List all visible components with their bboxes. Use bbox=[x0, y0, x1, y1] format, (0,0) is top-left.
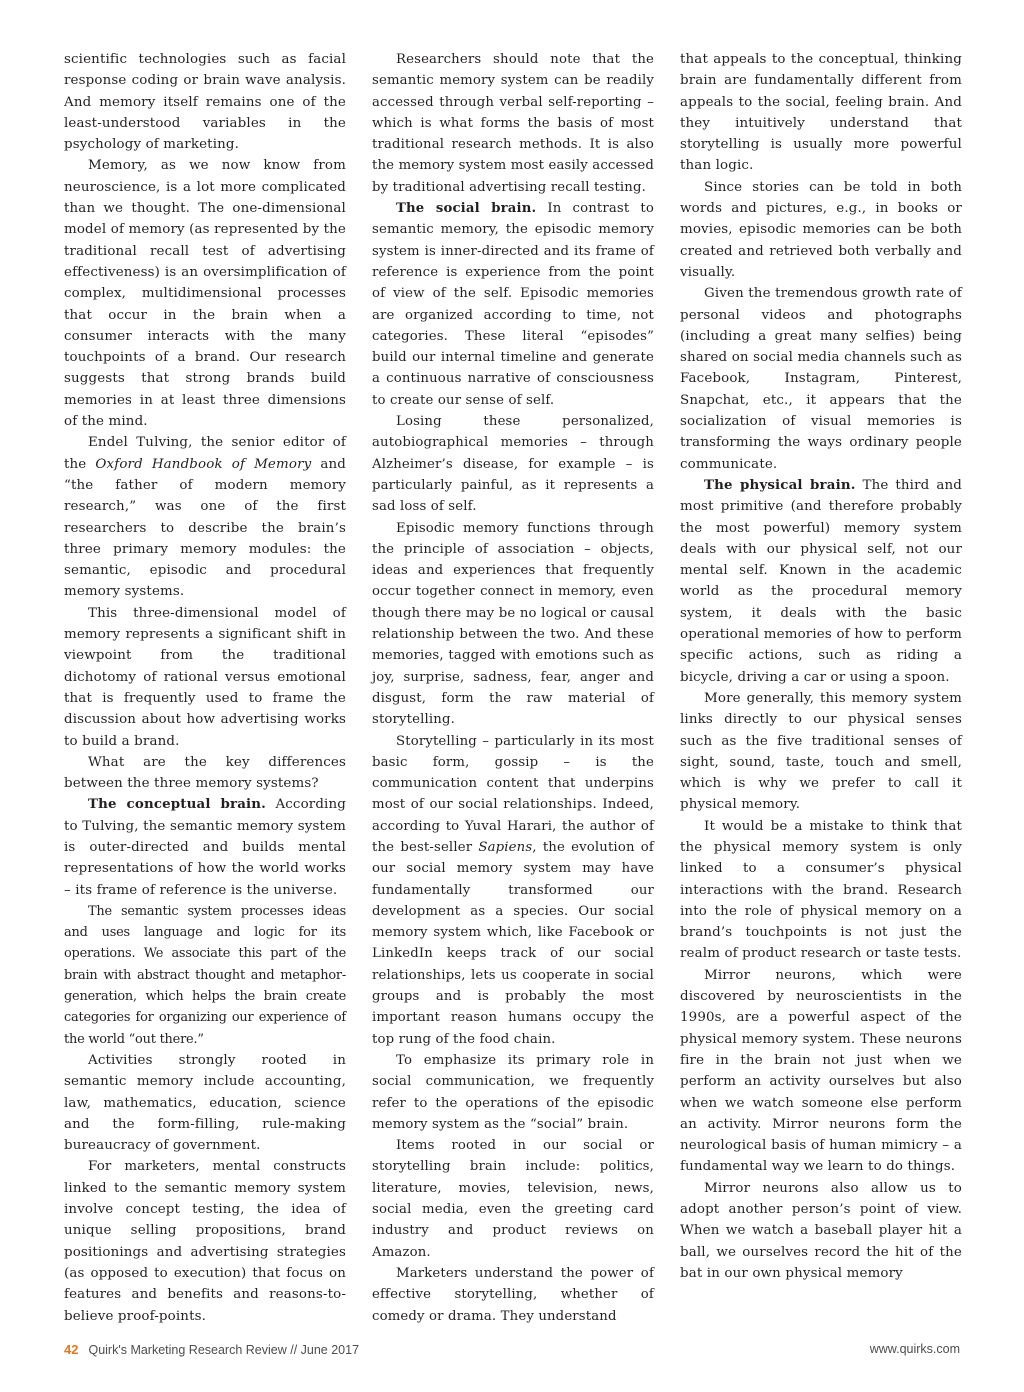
paragraph: Mirror neurons, which were discovered by neuroscientists in the 1990s, are a powerful aspect of the physical memory system. These neurons fire in the brain not just when we perform an activity ourselves but also when we watch someone else perform an activity. Mirror neurons form the neurological basis of human mimicry – a fundamental way we learn to do things. bbox=[680, 967, 962, 1175]
section-heading: The social brain. bbox=[396, 201, 537, 217]
paragraph: Endel Tulving, the senior editor of the Oxford Handbook of Memory and “the father of modern memory research,” was one of the first researchers to describe the brain’s three primary memory modules: the semantic, episodic and procedural memory systems. bbox=[64, 435, 346, 600]
paragraph: Episodic memory functions through the principle of association – objects, ideas and experiences that frequently occur together connect in memory, even though there may be no logical or causal relationship between the two. And these memories, tagged with emotions such as joy, surprise, sadness, fear, anger and disgust, form the raw material of storytelling. bbox=[372, 520, 654, 728]
paragraph: Activities strongly rooted in semantic memory include accounting, law, mathematics, education, science and the form-filling, rule-making bureaucracy of government. bbox=[64, 1052, 346, 1154]
paragraph: It would be a mistake to think that the physical memory system is only linked to a consumer’s physical interactions with the brand. Research into the role of physical memory on a brand’s touchpoints is not just the realm of product research or taste tests. bbox=[680, 818, 962, 962]
paragraph: Losing these personalized, autobiographical memories – through Alzheimer’s disease, for example – is particularly painful, as it represents a sad loss of self. bbox=[372, 414, 654, 515]
paragraph: Storytelling – particularly in its most basic form, gossip – is the communication content that underpins most of our social relationships. Indeed, according to Yuval Harari, the author of the best-seller Sapiens, the evolution of our social memory system may have fundamentally transformed our development as a species. Our social memory system which, like Facebook or LinkedIn keeps track of our social relationships, lets us cooperate in social groups and is probably the most important reason humans occupy the top rung of the food chain. bbox=[372, 733, 654, 1047]
paragraph: Memory, as we now know from neuroscience, is a lot more complicated than we thought. The one-dimensional model of memory (as represented by the traditional recall test of advertising effectiveness) is an oversimplification of complex, multidimensional processes that occur in the brain when a consumer interacts with the many touchpoints of a brand. Our research suggests that strong brands build memories in at least three dimensions of the mind. bbox=[64, 158, 346, 430]
book-title: Oxford Handbook of Memory bbox=[95, 456, 312, 472]
paragraph: Researchers should note that the semantic memory system can be readily accessed through verbal self-reporting – which is what forms the basis of most traditional research methods. It is also the memory system most easily accessed by traditional advertising recall testing. bbox=[372, 52, 654, 195]
paragraph: This three-dimensional model of memory represents a significant shift in viewpoint from the traditional dichotomy of rational versus emotional that is frequently used to frame the discussion about how advertising works to build a brand. bbox=[64, 605, 346, 749]
page-footer bbox=[64, 1342, 960, 1362]
website-url: www.quirks.com bbox=[869, 1342, 960, 1356]
paragraph: scientific technologies such as facial response coding or brain wave analysis. And memory itself remains one of the least-understood variables in the psychology of marketing. bbox=[64, 52, 346, 153]
paragraph: For marketers, mental constructs linked to the semantic memory system involve concept testing, the idea of unique selling propositions, brand positionings and advertising strategies (as opposed to execution) that focus on features and benefits and reasons-to-believe proof-points. bbox=[64, 1159, 346, 1324]
paragraph: Items rooted in our social or storytelling brain include: politics, literature, movies, television, news, social media, even the greeting card industry and product reviews on Amazon. bbox=[372, 1138, 654, 1260]
publication-title: Quirk's Marketing Research Review // June 2017 bbox=[88, 1343, 360, 1357]
paragraph: that appeals to the conceptual, thinking brain are fundamentally different from appeals to the social, feeling brain. And they intuitively understand that storytelling is usually more powerful than logic. bbox=[680, 52, 962, 174]
section-heading: The physical brain. bbox=[704, 476, 856, 493]
paragraph: Marketers understand the power of effective storytelling, whether of comedy or drama. They understand bbox=[372, 1265, 654, 1324]
paragraph: The conceptual brain. According to Tulving, the semantic memory system is outer-directed and builds mental representations of how the world works – its frame of reference is the universe. bbox=[64, 796, 346, 898]
page-number: 42 bbox=[64, 1342, 79, 1357]
paragraph: The semantic system processes ideas and uses language and logic for its operations. We associate this part of the brain with abstract thought and metaphor-generation, which helps the brain create categories for organizing our experience of the world “out there.” bbox=[64, 903, 346, 1047]
paragraph: Mirror neurons also allow us to adopt another person’s point of view. When we watch a baseball player hit a ball, we ourselves record the hit of the bat in our own physical memory bbox=[680, 1180, 962, 1281]
paragraph: Since stories can be told in both words and pictures, e.g., in books or movies, episodic memories can be both created and retrieved both verbally and visually. bbox=[680, 179, 962, 280]
text-column-1 bbox=[64, 49, 346, 1327]
paragraph: Given the tremendous growth rate of personal videos and photographs (including a great many selfies) being shared on social media channels such as Facebook, Instagram, Pinterest, Snapchat, etc., it appears that the socialization of visual memories is transforming the ways ordinary people communicate. bbox=[680, 286, 962, 472]
paragraph: The social brain. In contrast to semantic memory, the episodic memory system is inner-directed and its frame of reference is experience from the point of view of the self. Episodic memories are organized according to time, not categories. These literal “episodes” build our internal timeline and generate a continuous narrative of consciousness to create our sense of self. bbox=[372, 201, 654, 408]
book-title: Sapiens bbox=[478, 839, 533, 855]
text-column-2 bbox=[372, 49, 654, 1327]
paragraph: What are the key differences between the three memory systems? bbox=[64, 754, 346, 792]
text-column-3 bbox=[680, 49, 962, 1284]
paragraph: To emphasize its primary role in social communication, we frequently refer to the operations of the episodic memory system as the “social” brain. bbox=[372, 1052, 654, 1132]
section-heading: The conceptual brain. bbox=[88, 796, 266, 813]
paragraph: The physical brain. The third and most primitive (and therefore probably the most powerful) memory system deals with our physical self, not our mental self. Known in the academic world as the procedural memory system, it deals with the basic operational memories of how to perform specific actions, such as riding a bicycle, driving a car or using a spoon. bbox=[680, 476, 962, 685]
paragraph: More generally, this memory system links directly to our physical senses such as the five traditional senses of sight, sound, taste, touch and smell, which is why we prefer to call it physical memory. bbox=[680, 690, 962, 813]
